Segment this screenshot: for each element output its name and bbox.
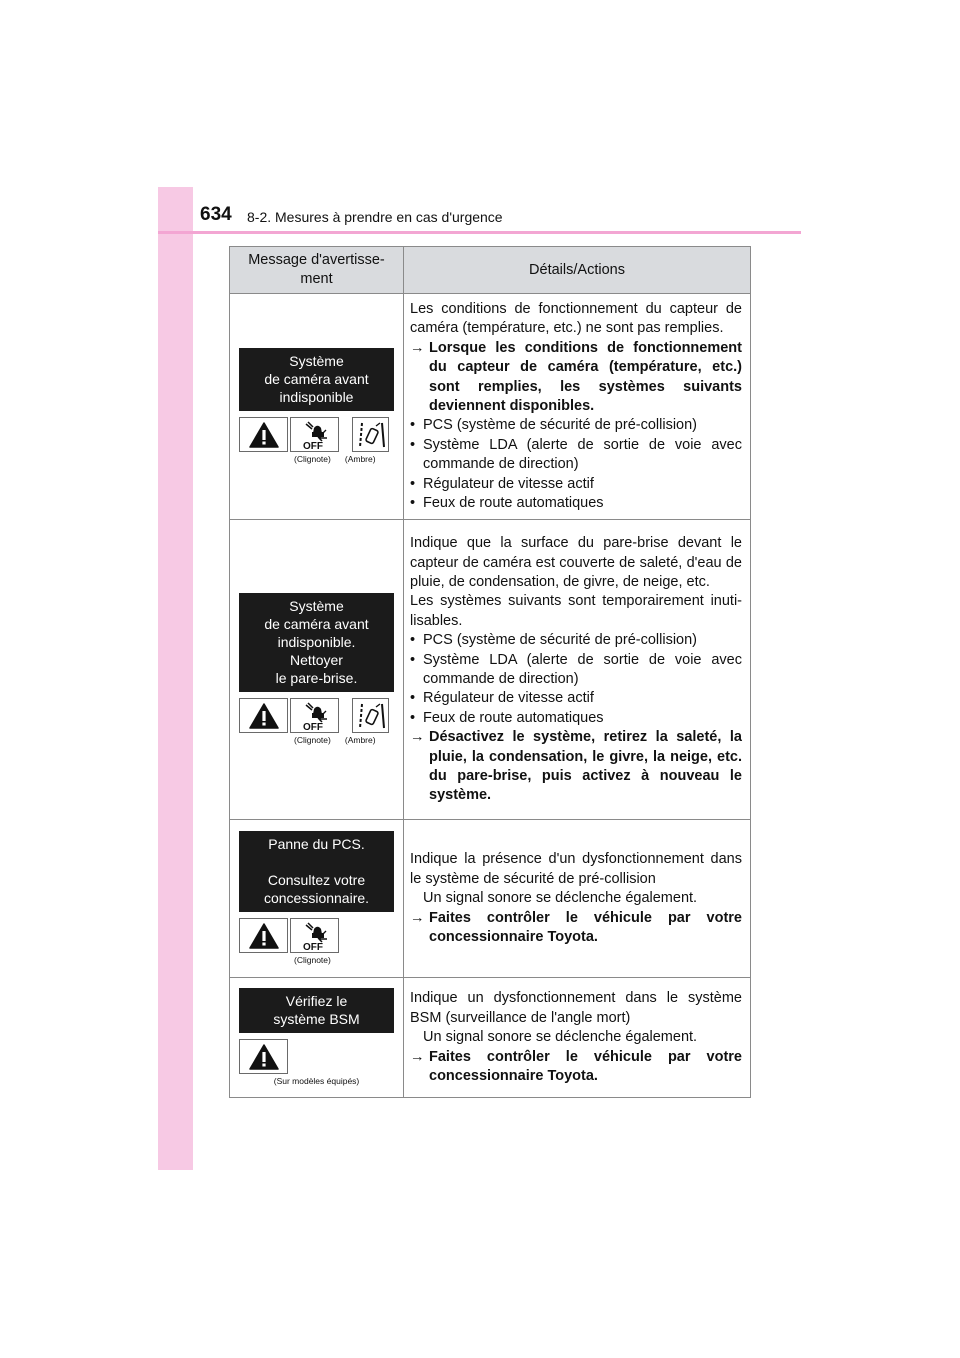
caption-flashing: (Clignote) [294, 955, 331, 966]
warning-triangle-icon [239, 1039, 288, 1074]
header-rule [158, 231, 801, 234]
lda-lane-icon [352, 417, 389, 452]
details-cell: Indique la présence d'un dysfonctionnement dans le système de sécurité de pré-collision Un signal sonore se déclenche également. → Faites contrôler le véhicule par votre concessionnaire Toyota. [404, 820, 751, 978]
list-item: • Système LDA (alerte de sortie de voie avec commande de direction) [410, 436, 742, 473]
table-row [230, 520, 751, 820]
details-cell: Les conditions de fonctionnement du capteur de caméra (température, etc.) ne sont pas remplies. → Lorsque les conditions de fonctionnement du capteur de caméra (température, etc.) sont remplies, les systèmes suivants deviennent disponibles. • PCS (système de sécurité de pré-collision) • Système LDA (alerte de sortie de voie avec commande de direction) • Régulateur de vitesse actif • Feux de route automatiques [404, 294, 751, 520]
pcs-off-icon [290, 417, 339, 452]
svg-text:OFF: OFF [302, 440, 323, 450]
page-number: 634 [200, 204, 232, 225]
section-title: 8-2. Mesures à prendre en cas d'urgence [247, 209, 503, 225]
list-item: • PCS (système de sécurité de pré-collision) [410, 632, 697, 649]
col-header-details: Détails/Actions [404, 247, 751, 294]
warning-triangle-icon [239, 417, 288, 452]
message-cell [230, 294, 404, 520]
side-tab [158, 187, 193, 1170]
action-instruction: → Désactivez le système, retirez la saleté, la pluie, la condensation, le givre, la neige, etc. du pare-brise, puis activez à nouveau le système. [410, 729, 742, 804]
details-cell: Indique un dysfonctionnement dans le système BSM (surveillance de l'angle mort) Un signal sonore se déclenche également. → Faites contrôler le véhicule par votre concessionnaire Toyota. [404, 978, 751, 1098]
display-panel: Système de caméra avant indisponible. Nettoyer le pare-brise. [239, 593, 394, 692]
warning-message-table [229, 246, 751, 1098]
message-cell [230, 820, 404, 978]
warning-triangle-icon [239, 698, 288, 733]
action-instruction: → Faites contrôler le véhicule par votre concessionnaire Toyota. [410, 1048, 742, 1085]
table-row [230, 294, 751, 520]
svg-text:OFF: OFF [302, 721, 323, 731]
list-item: • PCS (système de sécurité de pré-collision) [410, 417, 697, 434]
pcs-off-icon [290, 698, 339, 733]
list-item: • Régulateur de vitesse actif [410, 475, 594, 492]
caption-amber: (Ambre) [344, 735, 376, 746]
caption-equipped-models: (Sur modèles équipés) [273, 1076, 360, 1087]
table-row [230, 820, 751, 978]
table-row [230, 978, 751, 1098]
pcs-off-icon [290, 918, 339, 953]
action-instruction: → Lorsque les conditions de fonctionnement du capteur de caméra (température, etc.) sont remplies, les systèmes suivants deviennent disponibles. [410, 339, 742, 415]
display-panel: Panne du PCS. Consultez votre concessionnaire. [239, 831, 394, 912]
list-item: • Feux de route automatiques [410, 709, 604, 726]
details-cell: Indique que la surface du pare-brise devant le capteur de caméra est couverte de saleté, d'eau de pluie, de condensation, de givre, de neige, etc. Les systèmes suivants sont temporairement inuti-lisables. • PCS (système de sécurité de pré-collision) • Système LDA (alerte de sortie de voie avec commande de direction) • Régulateur de vitesse actif • Feux de route automatiques → Désactivez le système, retirez la saleté, la pluie, la condensation, le givre, la neige, etc. du pare-brise, puis activez à nouveau le système. [404, 520, 751, 820]
list-item: • Régulateur de vitesse actif [410, 690, 594, 707]
lda-lane-icon [352, 698, 389, 733]
caption-flashing: (Clignote) [294, 735, 331, 746]
list-item: • Feux de route automatiques [410, 495, 604, 512]
list-item: • Système LDA (alerte de sortie de voie avec commande de direction) [410, 651, 742, 687]
message-cell [230, 520, 404, 820]
warning-triangle-icon [239, 918, 288, 953]
caption-flashing: (Clignote) [294, 454, 331, 465]
action-instruction: → Faites contrôler le véhicule par votre concessionnaire Toyota. [410, 909, 742, 946]
display-panel: Vérifiez le système BSM [239, 988, 394, 1033]
col-header-message: Message d'avertisse- ment [230, 247, 404, 294]
display-panel: Système de caméra avant indisponible [239, 348, 394, 411]
message-cell [230, 978, 404, 1098]
svg-text:OFF: OFF [302, 941, 323, 951]
caption-amber: (Ambre) [344, 454, 376, 465]
